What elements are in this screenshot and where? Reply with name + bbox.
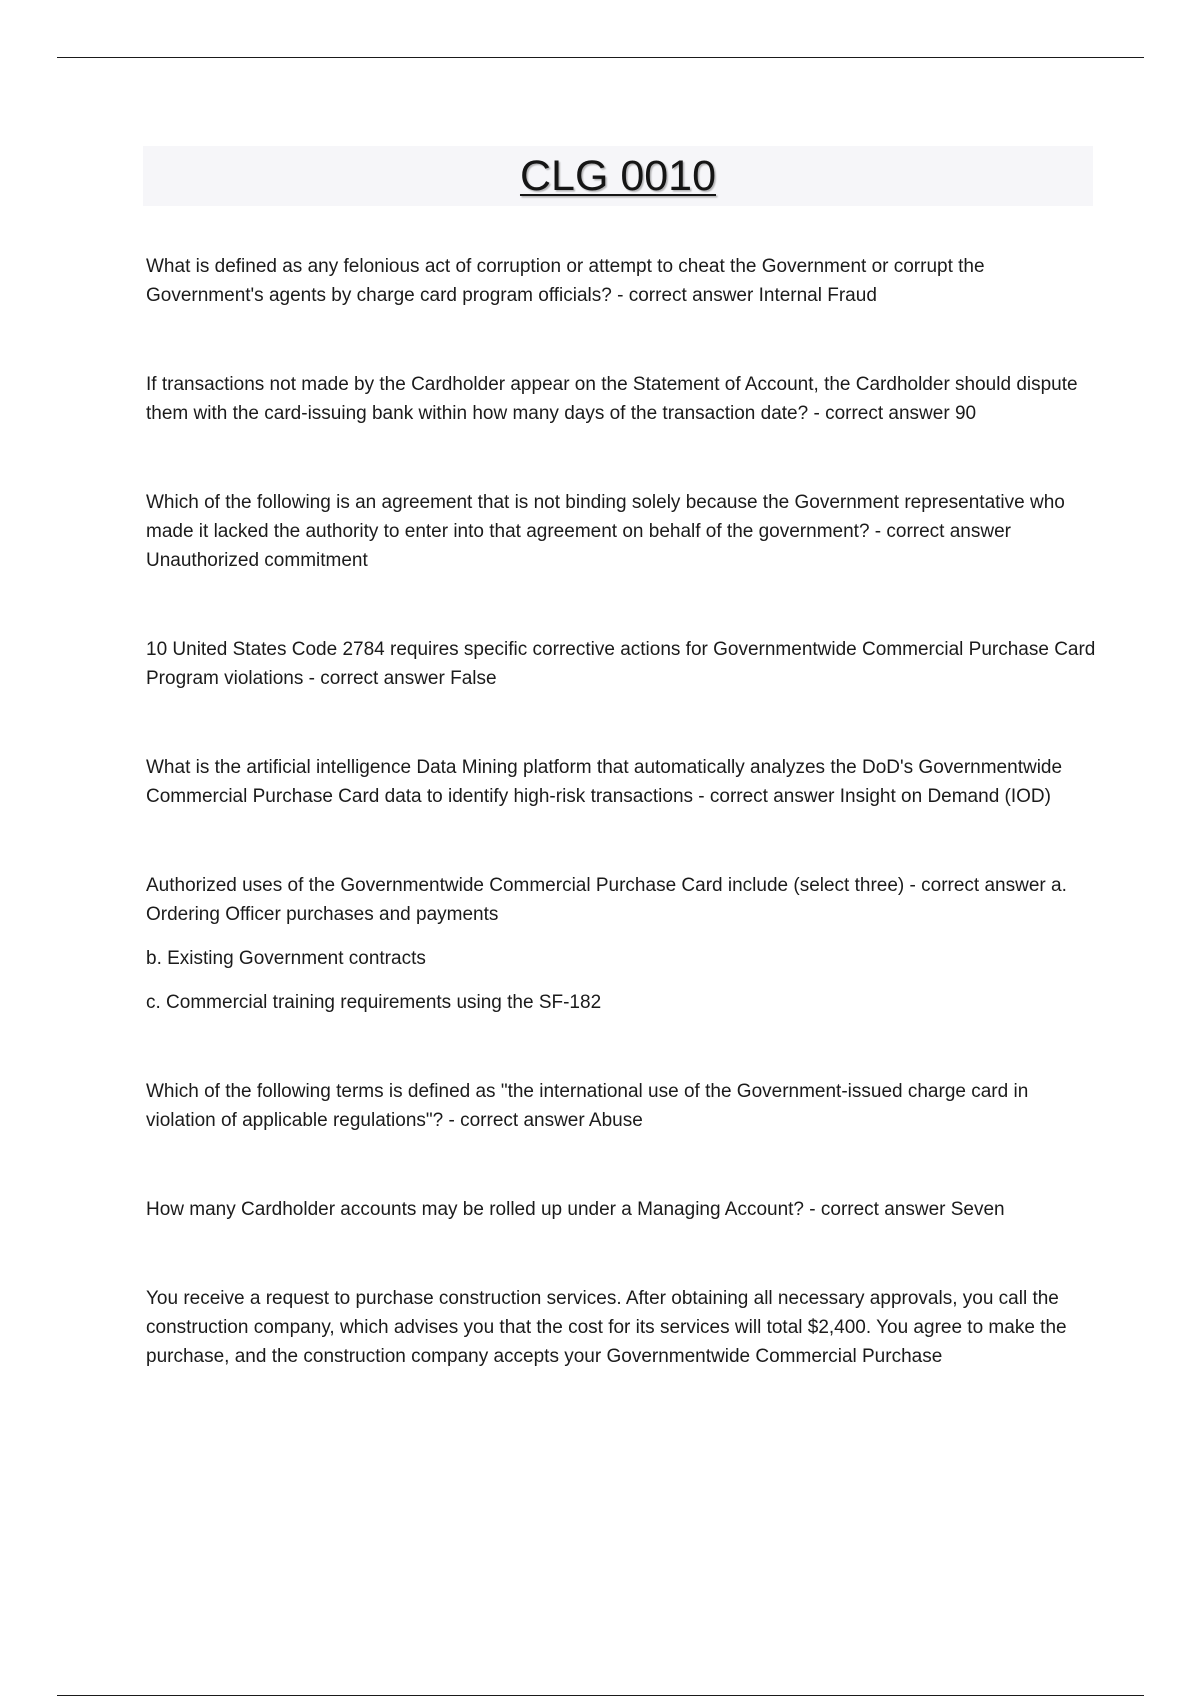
qa-item: Which of the following is an agreement that is not binding solely because the Government representative who made it lacked the authority to enter into that agreement on behalf of the government? - correct answer Unauthorized commitment: [146, 492, 1065, 571]
qa-item: What is the artificial intelligence Data Mining platform that automatically analyzes the DoD's Governmentwide Commercial Purchase Card data to identify high-risk transactions - correct answer Insight on Demand (IOD): [146, 757, 1063, 807]
qa-item: You receive a request to purchase construction services. After obtaining all necessary approvals, you call the construction company, which advises you that the cost for its services will total $2,400. You agree to make the purchase, and the construction company accepts your Governmentwide Commercial Purchase: [146, 1288, 1067, 1367]
qa-item: How many Cardholder accounts may be rolled up under a Managing Account? - correct answer Seven: [146, 1199, 1005, 1220]
title-band: [143, 146, 1093, 206]
document-title: CLG 0010: [519, 152, 717, 200]
qa-item: Which of the following terms is defined as "the international use of the Government-issued charge card in violation of applicable regulations"? - correct answer Abuse: [146, 1081, 1029, 1131]
qa-answer-option: c. Commercial training requirements using the SF-182: [146, 992, 602, 1013]
qa-answer-option: b. Existing Government contracts: [146, 948, 426, 969]
qa-list: [146, 252, 1096, 1431]
qa-item: What is defined as any felonious act of corruption or attempt to cheat the Government or corrupt the Government's agents by charge card program officials? - correct answer Internal Fraud: [146, 256, 985, 306]
qa-item: 10 United States Code 2784 requires specific corrective actions for Governmentwide Commercial Purchase Card Program violations - correct answer False: [146, 639, 1096, 689]
qa-item: If transactions not made by the Cardholder appear on the Statement of Account, the Cardholder should dispute them with the card-issuing bank within how many days of the transaction date? - correct answer 90: [146, 374, 1078, 424]
footer-rule: [57, 1695, 1144, 1696]
header-rule: [57, 57, 1144, 58]
qa-item: Authorized uses of the Governmentwide Commercial Purchase Card include (select three) - correct answer a. Ordering Officer purchases and payments: [146, 875, 1067, 925]
